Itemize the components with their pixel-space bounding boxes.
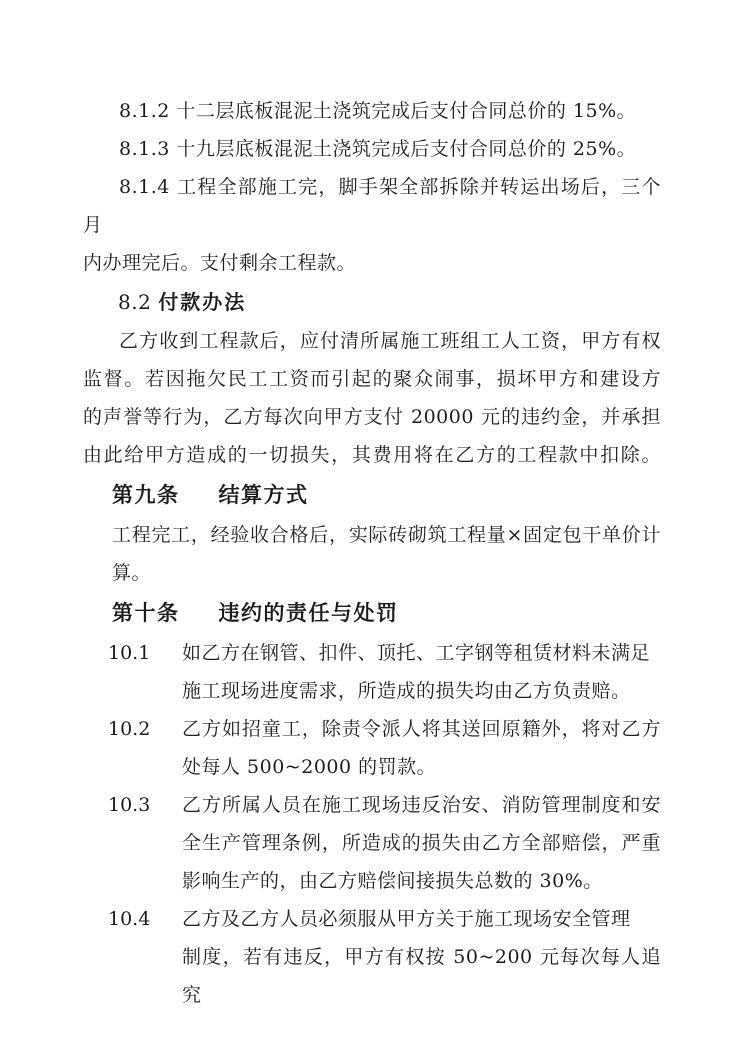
chapter-number: 第九条 — [112, 482, 180, 507]
text-line: 乙方及乙方人员必须服从甲方关于施工现场安全管理 — [182, 908, 631, 930]
text-line: 乙方如招童工，除责令派人将其送回原籍外，将对乙方 — [182, 718, 661, 740]
chapter-title: 结算方式 — [218, 482, 309, 507]
item-text — [182, 786, 661, 900]
chapter-title: 违约的责任与处罚 — [218, 600, 399, 625]
item-text — [182, 900, 661, 1014]
clause-8-1-4 — [83, 168, 661, 282]
text-line: 影响生产的，由乙方赔偿间接损失总数的 30%。 — [182, 870, 603, 892]
clause-number: 8.2 — [118, 290, 152, 314]
text-line: 算。 — [112, 562, 152, 584]
text-line: 施工现场进度需求，所造成的损失均由乙方负责赔。 — [182, 680, 631, 702]
text-line: 乙方收到工程款后，应付清所属施工班组工人工资，甲方有权 — [119, 330, 661, 352]
text-line: 工程完工，经验收合格后，实际砖砌筑工程量×固定包干单价计 — [112, 524, 661, 546]
text-line: 8.1.4 工程全部施工完，脚手架全部拆除并转运出场后，三个月 — [83, 176, 661, 236]
clause-10-3 — [108, 786, 661, 900]
clause-10-4 — [108, 900, 661, 1014]
text-line: 制度，若有违反，甲方有权按 50~200 元每次每人追究 — [182, 946, 661, 1006]
item-text — [182, 634, 661, 710]
clause-8-1-2 — [83, 92, 661, 130]
item-number: 10.1 — [108, 642, 151, 664]
text-line: 乙方所属人员在施工现场违反治安、消防管理制度和安 — [182, 794, 661, 816]
clause-10-1 — [108, 634, 661, 710]
text-line: 监督。若因拖欠民工工资而引起的聚众闹事，损坏甲方和建设方 — [83, 368, 661, 390]
item-number: 10.3 — [108, 794, 151, 816]
clause-8-1-3 — [83, 130, 661, 168]
text-line: 8.1.3 十九层底板混泥土浇筑完成后支付合同总价的 25%。 — [119, 138, 637, 160]
chapter-heading-10 — [112, 592, 661, 634]
text-line: 内办理完后。支付剩余工程款。 — [83, 252, 357, 274]
section-heading-8-2 — [118, 282, 661, 322]
clause-8-2-body — [83, 322, 661, 474]
text-line: 的声誉等行为，乙方每次向甲方支付 20000 元的违约金，并承担 — [83, 406, 661, 428]
contract-text-body — [83, 92, 661, 1014]
clause-title: 付款办法 — [158, 290, 247, 314]
text-line: 处每人 500~2000 的罚款。 — [182, 756, 437, 778]
item-text — [182, 710, 661, 786]
item-number: 10.2 — [108, 718, 151, 740]
clause-10-2 — [108, 710, 661, 786]
item-number: 10.4 — [108, 908, 151, 930]
chapter-heading-9 — [112, 474, 661, 516]
chapter-number: 第十条 — [112, 600, 180, 625]
text-line: 全生产管理条例，所造成的损失由乙方全部赔偿，严重 — [182, 832, 661, 854]
text-line: 8.1.2 十二层底板混泥土浇筑完成后支付合同总价的 15%。 — [119, 100, 637, 122]
text-line: 由此给甲方造成的一切损失，其费用将在乙方的工程款中扣除。 — [83, 444, 661, 466]
chapter-9-body — [112, 516, 661, 592]
text-line: 如乙方在钢管、扣件、顶托、工字钢等租赁材料未满足 — [182, 642, 651, 664]
